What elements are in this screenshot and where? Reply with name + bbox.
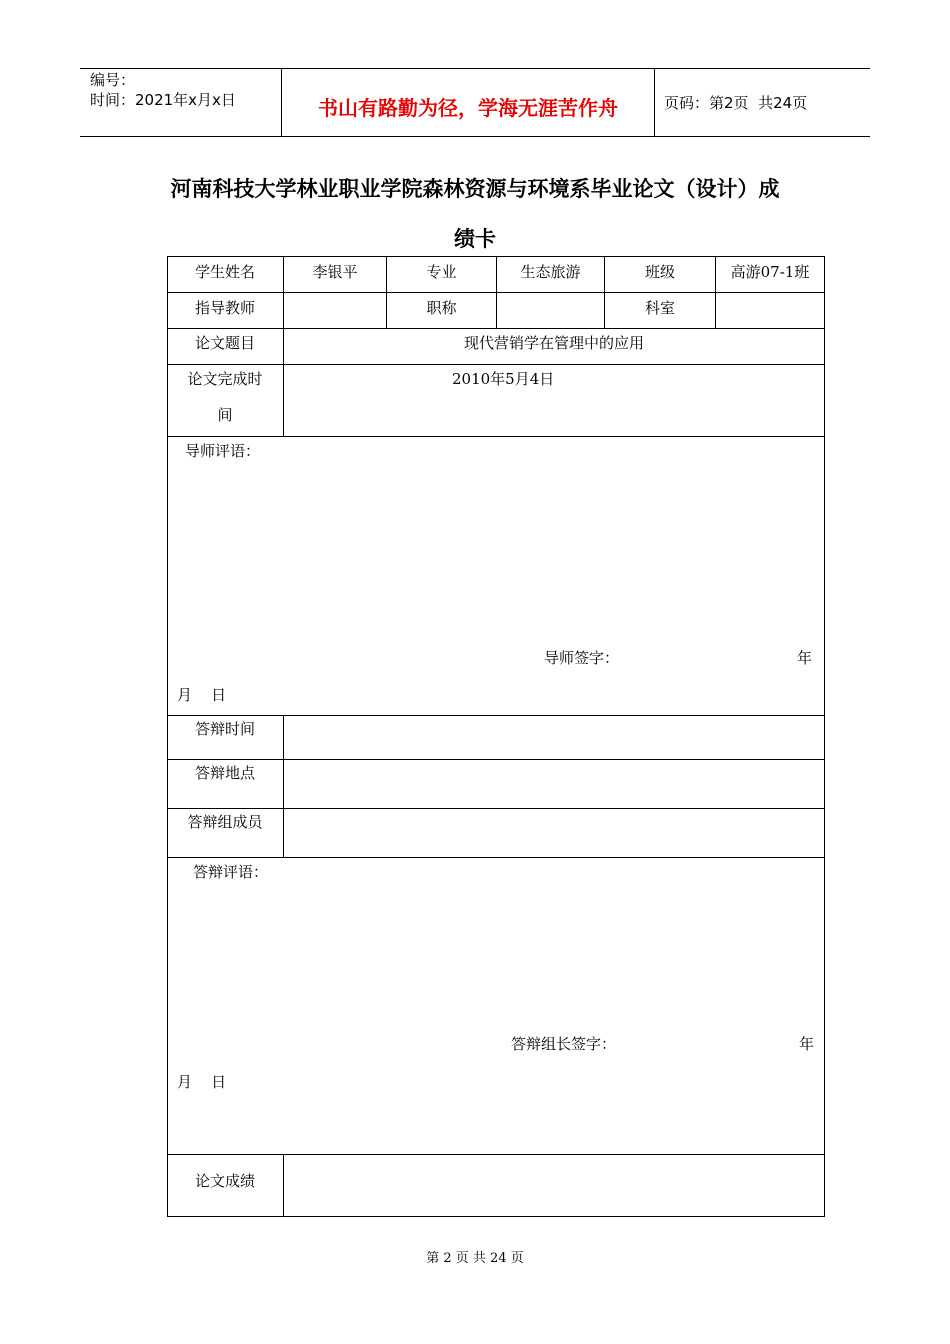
header-divider-right: [654, 68, 655, 136]
header-motto: 书山有路勤为径，学海无涯苦作舟: [318, 96, 618, 120]
row-rule: [167, 328, 825, 329]
defense-leader-sign-label: 答辩组长签字：: [511, 1035, 617, 1053]
page-title-line-2: 绩卡: [454, 227, 496, 251]
row-rule: [167, 364, 825, 365]
completion-time-label-1: 论文完成时: [187, 370, 263, 388]
page-footer: 第 2 页 共 24 页: [426, 1251, 524, 1266]
thesis-grade-label: 论文成绩: [194, 1172, 255, 1190]
department-label: 科室: [644, 299, 675, 317]
document-number-label: 编号：: [90, 71, 136, 89]
advisor-sign-month-day: 月 日: [177, 686, 227, 704]
student-name-value: 李银平: [312, 263, 358, 281]
row-rule: [167, 759, 825, 760]
student-name-label: 学生姓名: [194, 263, 255, 281]
thesis-topic-label: 论文题目: [194, 334, 255, 352]
defense-comment-label: 答辩评语：: [193, 863, 269, 881]
defense-sign-year: 年: [799, 1035, 815, 1053]
defense-members-label: 答辩组成员: [187, 813, 263, 831]
advisor-label: 指导教师: [194, 299, 255, 317]
advisor-comment-label: 导师评语：: [185, 442, 261, 460]
document-time-label: 时间：2021年x月x日: [90, 91, 236, 109]
row-rule: [167, 715, 825, 716]
page-title-line-1: 河南科技大学林业职业学院森林资源与环境系毕业论文（设计）成: [170, 177, 780, 201]
class-label: 班级: [644, 263, 675, 281]
row-rule: [167, 857, 825, 858]
defense-place-label: 答辩地点: [194, 764, 255, 782]
thesis-topic-value: 现代营销学在管理中的应用: [463, 334, 644, 352]
grade-card-form: [167, 256, 825, 1217]
advisor-sign-year: 年: [797, 649, 813, 667]
row-rule: [167, 808, 825, 809]
form-border-right: [824, 256, 825, 1217]
class-value: 高游07-1班: [730, 263, 810, 281]
row-rule: [167, 436, 825, 437]
header-bottom-rule: [80, 136, 870, 137]
header-top-rule: [80, 68, 870, 69]
form-border-bottom: [167, 1216, 825, 1217]
title-rank-label: 职称: [426, 299, 457, 317]
major-value: 生态旅游: [520, 263, 581, 281]
advisor-sign-label: 导师签字：: [544, 649, 620, 667]
defense-time-label: 答辩时间: [194, 720, 255, 738]
completion-time-value: 2010年5月4日: [452, 370, 555, 388]
row-rule: [167, 1154, 825, 1155]
defense-sign-month-day: 月 日: [177, 1073, 227, 1091]
major-label: 专业: [426, 263, 457, 281]
col-rule: [283, 1154, 284, 1216]
header-page-info: 页码：第2页 共24页: [664, 94, 808, 112]
col-rule: [283, 715, 284, 857]
completion-time-label-2: 间: [217, 406, 233, 424]
